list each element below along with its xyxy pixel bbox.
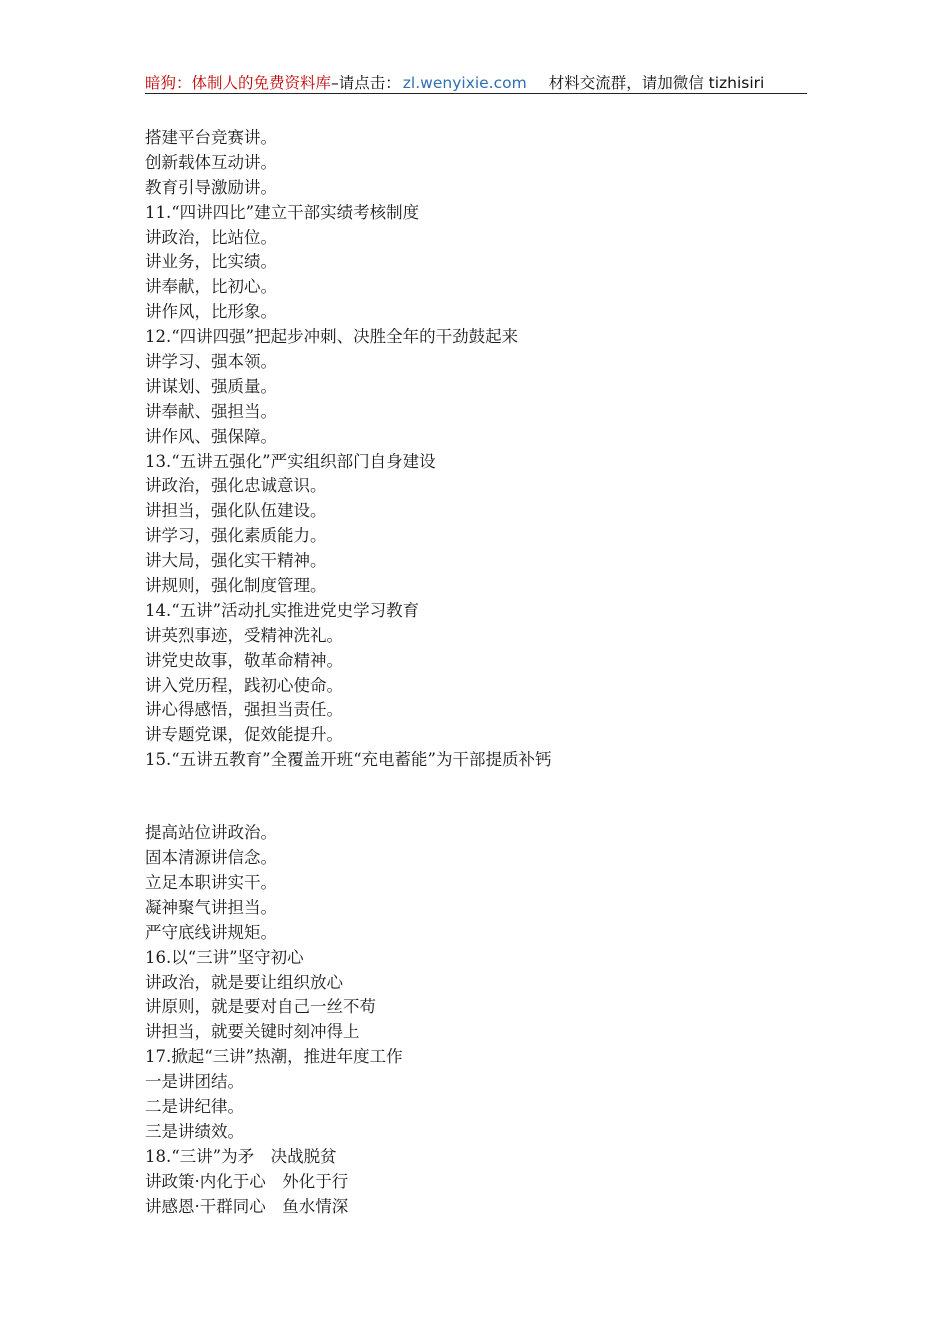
text-line: 12.“四讲四强”把起步冲刺、决胜全年的干劲鼓起来 [145, 327, 519, 347]
text-line: 15.“五讲五教育”全覆盖开班“充电蓄能”为干部提质补钙 [145, 750, 552, 770]
text-line: 讲心得感悟，强担当责任。 [145, 700, 343, 720]
text-line: 讲专题党课，促效能提升。 [145, 725, 343, 745]
text-line: 讲奉献，比初心。 [145, 277, 277, 297]
text-block-2 [145, 821, 845, 1219]
text-line: 讲感恩·干群同心 鱼水情深 [145, 1196, 349, 1216]
text-line: 搭建平台竞赛讲。 [145, 128, 277, 147]
text-line: 讲学习、强本领。 [145, 352, 277, 372]
text-line: 教育引导激励讲。 [145, 177, 277, 197]
text-line: 三是讲绩效。 [145, 1121, 244, 1141]
text-line: 讲政治，强化忠诚意识。 [145, 476, 327, 496]
text-line: 创新载体互动讲。 [145, 152, 277, 172]
text-line: 18.“三讲”为矛 决战脱贫 [145, 1146, 337, 1166]
text-line: 讲学习，强化素质能力。 [145, 526, 327, 546]
text-line: 讲奉献、强担当。 [145, 401, 277, 421]
text-line: 讲业务，比实绩。 [145, 252, 277, 272]
header-prompt: –请点击： [331, 74, 401, 92]
text-line: 凝神聚气讲担当。 [145, 897, 277, 917]
text-line: 讲担当，就要关键时刻冲得上 [145, 1022, 360, 1042]
text-line: 严守底线讲规矩。 [145, 922, 277, 942]
header-link[interactable]: zl.wenyixie.com [402, 74, 527, 92]
text-line: 讲谋划、强质量。 [145, 376, 277, 396]
header-brand: 暗狗：体制人的免费资料库 [145, 74, 332, 92]
text-line: 讲大局，强化实干精神。 [145, 551, 327, 571]
text-line: 讲规则，强化制度管理。 [145, 576, 327, 596]
text-line: 11.“四讲四比”建立干部实绩考核制度 [145, 202, 420, 222]
text-line: 讲作风，比形象。 [145, 302, 277, 322]
text-line: 讲原则，就是要对自己一丝不苟 [145, 997, 376, 1017]
text-line: 17.掀起“三讲”热潮，推进年度工作 [145, 1047, 403, 1067]
header-group-note: 材料交流群，请加微信 tizhisiri [548, 74, 765, 92]
text-line: 讲入党历程，践初心使命。 [145, 675, 343, 695]
text-line: 14.“五讲”活动扎实推进党史学习教育 [145, 600, 420, 620]
text-line: 讲政治，比站位。 [145, 227, 277, 247]
text-line: 讲英烈事迹，受精神洗礼。 [145, 625, 343, 645]
text-line: 固本清源讲信念。 [145, 848, 277, 868]
text-line: 二是讲纪律。 [145, 1096, 244, 1116]
page-header [145, 71, 807, 94]
text-line: 提高站位讲政治。 [145, 823, 277, 843]
text-line: 立足本职讲实干。 [145, 872, 277, 892]
document-body [145, 126, 845, 1219]
text-line: 讲党史故事，敬革命精神。 [145, 650, 343, 670]
text-line: 讲政治，就是要让组织放心 [145, 972, 343, 992]
text-line: 13.“五讲五强化”严实组织部门自身建设 [145, 451, 436, 471]
text-line: 16.以“三讲”坚守初心 [145, 947, 304, 967]
text-line: 讲政策·内化于心 外化于行 [145, 1171, 349, 1191]
paragraph-gap [145, 773, 845, 821]
text-line: 讲担当，强化队伍建设。 [145, 501, 327, 521]
text-line: 一是讲团结。 [145, 1072, 244, 1092]
text-block-1 [145, 126, 845, 773]
text-line: 讲作风、强保障。 [145, 426, 277, 446]
